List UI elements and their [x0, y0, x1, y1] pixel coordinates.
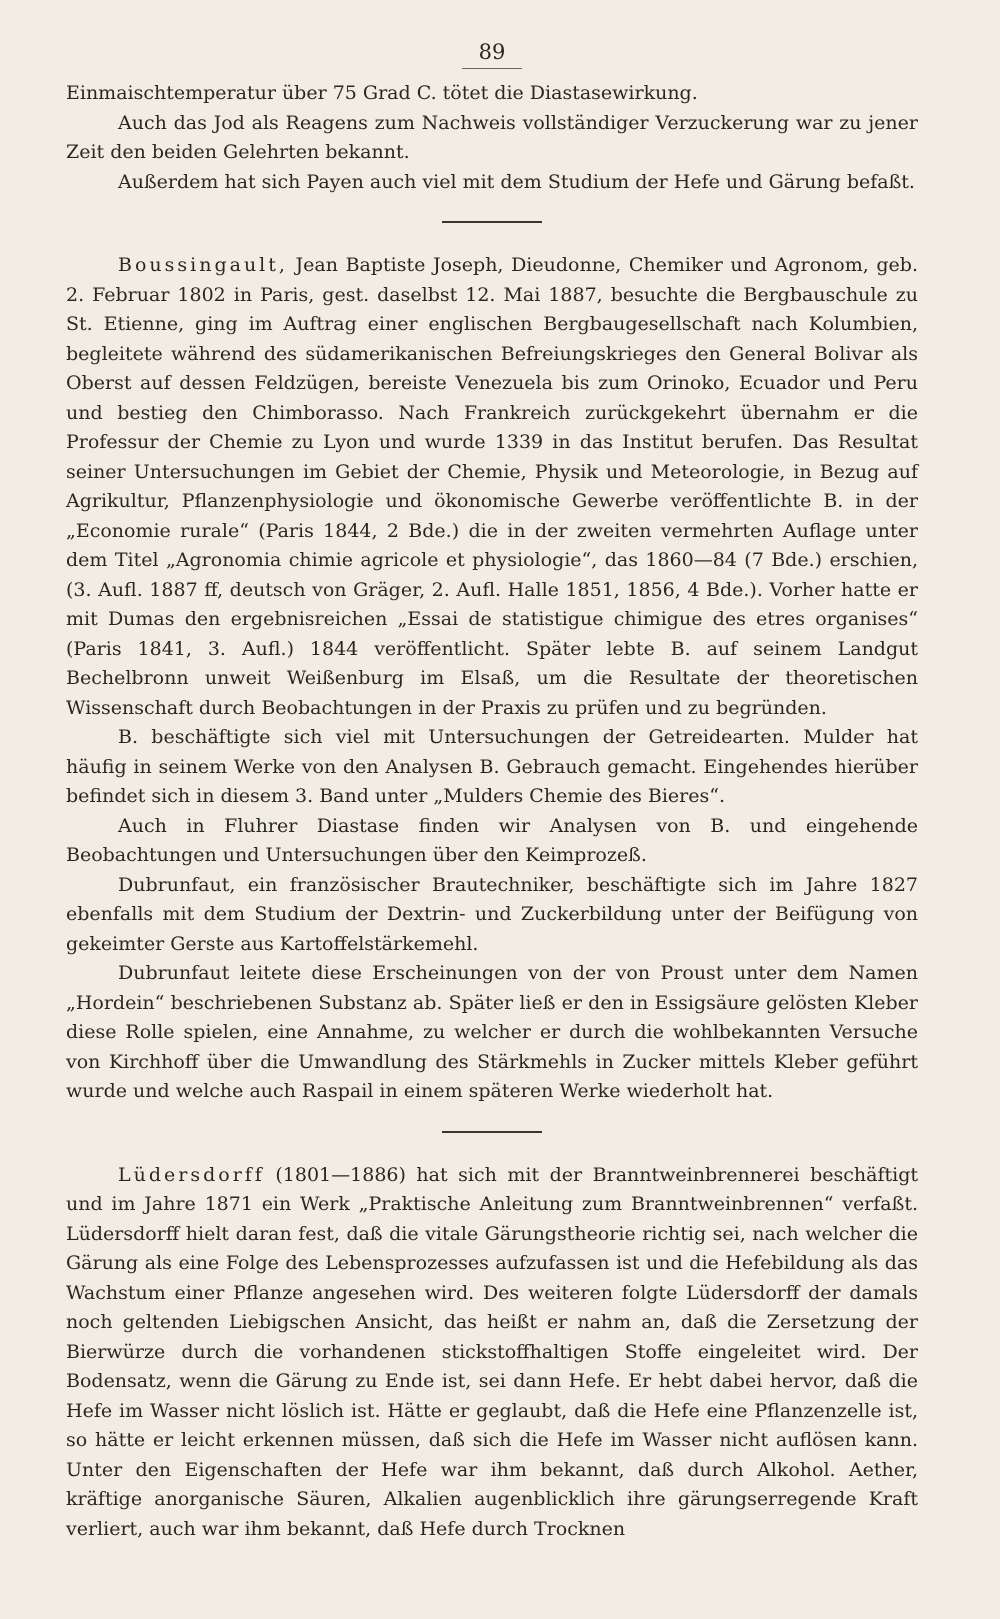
page-number: 89 [478, 40, 506, 64]
paragraph-getreidearten: B. beschäftigte sich viel mit Untersuchungen der Getreidearten. Mulder hat häufig in seinem Werke von den Analysen B. Gebrauch gemacht. Eingehendes hierüber befindet sich in diesem 3. Band unter „Mulders Chemie des Bieres“. [66, 726, 918, 807]
paragraph-jod: Auch das Jod als Reagens zum Nachweis vollständiger Verzuckerung war zu jener Zeit den beiden Gelehrten bekannt. [66, 111, 918, 163]
person-name-boussingault: Boussingault, [118, 254, 288, 276]
person-name-luedersdorff: Lüdersdorff [118, 1163, 265, 1186]
section-separator [442, 1131, 542, 1133]
document-page [66, 40, 918, 1544]
paragraph-luedersdorff [66, 1161, 918, 1545]
paragraph-fluhrer: Auch in Fluhrer Diastase finden wir Analysen von B. und eingehende Beobachtungen und Untersuchungen über den Keimprozeß. [66, 814, 918, 866]
paragraph-boussingault-text: Jean Baptiste Joseph, Dieudonne, Chemiker und Agronom, geb. 2. Februar 1802 in Paris, gest. daselbst 12. Mai 1887, besuchte die Bergbauschule zu St. Etienne, ging im Auftrag einer englischen Bergbaugesellschaft nach Kolumbien, begleitete während des südamerikanischen Befreiungskrieges den General Bolivar als Oberst auf dessen Feldzügen, bereiste Venezuela bis zum Orinoko, Ecuador und Peru und bestieg den Chimborasso. Nach Frankreich zurückgekehrt übernahm er die Professur der Chemie zu Lyon und wurde 1339 in das Institut berufen. Das Resultat seiner Untersuchungen im Gebiet der Chemie, Physik und Meteorologie, in Bezug auf Agrikultur, Pflanzenphysiologie und ökonomische Gewerbe veröffentlichte B. in der „Economie rurale“ (Paris 1844, 2 Bde.) die in der zweiten vermehrten Auflage unter dem Titel „Agronomia chimie agricole et physiologie“, das 1860—84 (7 Bde.) erschien, (3. Aufl. 1887 ff, deutsch von Gräger, 2. Aufl. Halle 1851, 1856, 4 Bde.). Vorher hatte er mit Dumas den ergebnisreichen „Essai de statistigue chimigue des etres organises“ (Paris 1841, 3. Aufl.) 1844 veröffentlicht. Später lebte B. auf seinem Landgut Bechelbronn unweit Weißenburg im Elsaß, um die Resultate der theoretischen Wissenschaft durch Beobachtungen in der Praxis zu prüfen und zu begründen. [66, 254, 918, 719]
section-separator [442, 221, 542, 223]
paragraph-dubrunfaut-1: Dubrunfaut, ein französischer Brautechniker, beschäftigte sich im Jahre 1827 ebenfalls mit dem Studium der Dextrin- und Zuckerbildung unter der Beifügung von gekeimter Gerste aus Kartoffelstärkemehl. [66, 873, 918, 955]
paragraph-boussingault [66, 251, 918, 723]
page-number-rule [462, 68, 522, 69]
paragraph-luedersdorff-text: (1801—1886) hat sich mit der Branntweinbrennerei beschäftigt und im Jahre 1871 ein Werk „Praktische Anleitung zum Branntweinbrennen“ verfaßt. Lüdersdorff hielt daran fest, daß die vitale Gärungstheorie richtig sei, nach welcher die Gärung als eine Folge des Lebensprozesses aufzufassen ist und die Hefebildung als das Wachstum einer Pflanze angesehen wird. Des weiteren folgte Lüdersdorff der damals noch geltenden Liebigschen Ansicht, das heißt er nahm an, daß die Zersetzung der Bierwürze durch die vorhandenen stickstoffhaltigen Stoffe eingeleitet wird. Der Bodensatz, wenn die Gärung zu Ende ist, sei dann Hefe. Er hebt dabei hervor, daß die Hefe im Wasser nicht löslich ist. Hätte er geglaubt, daß die Hefe eine Pflanzenzelle ist, so hätte er leicht erkennen müssen, daß sich die Hefe im Wasser nicht auflösen kann. Unter den Eigenschaften der Hefe war ihm bekannt, daß durch Alkohol. Aether, kräftige anorganische Säuren, Alkalien augenblicklich ihre gärungserregende Kraft verliert, auch war ihm bekannt, daß Hefe durch Trocknen [66, 1163, 918, 1540]
paragraph-payen: Außerdem hat sich Payen auch viel mit dem Studium der Hefe und Gärung befaßt. [118, 170, 915, 193]
paragraph-continuation: Einmaischtemperatur über 75 Grad C. tötet die Diastasewirkung. [66, 82, 698, 104]
paragraph-dubrunfaut-2: Dubrunfaut leitete diese Erscheinungen von der von Proust unter dem Namen „Hordein“ beschriebenen Substanz ab. Später ließ er den in Essigsäure gelösten Kleber diese Rolle spielen, eine Annahme, zu welcher er durch die wohlbekannten Versuche von Kirchhoff über die Umwandlung des Stärkmehls in Zucker mittels Kleber geführt wurde und welche auch Raspail in einem späteren Werke wiederholt hat. [66, 962, 918, 1102]
